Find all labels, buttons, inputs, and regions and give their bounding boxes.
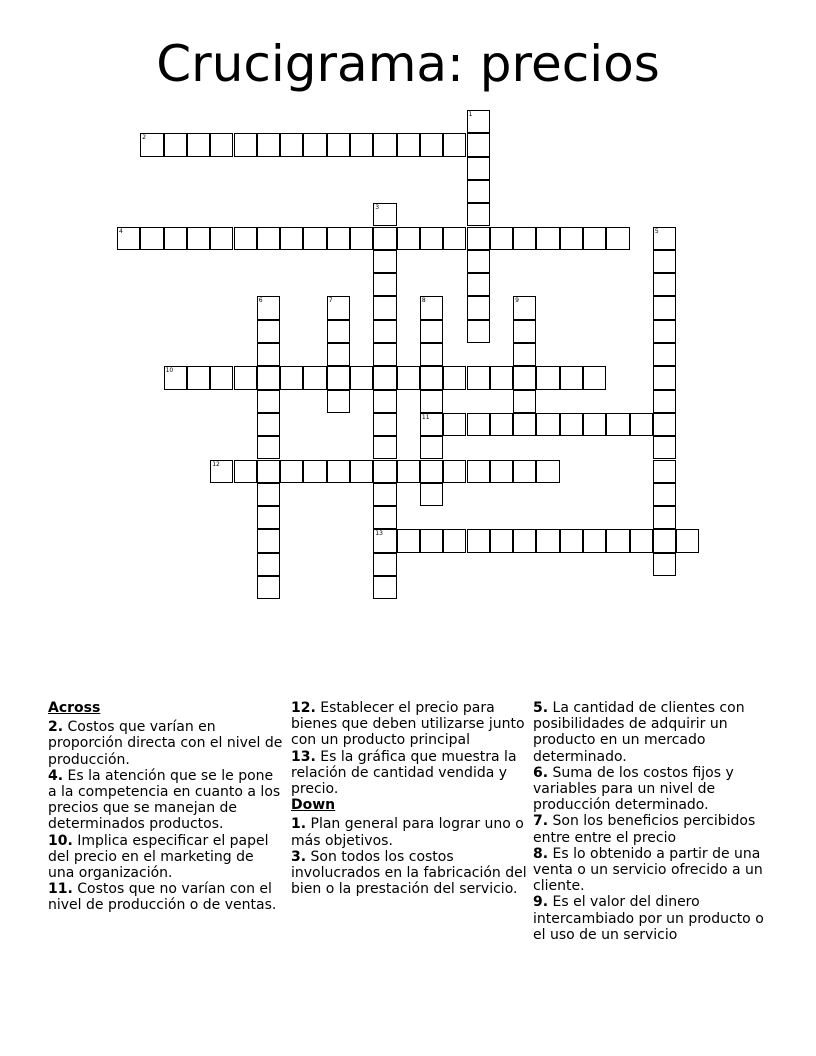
grid-cell[interactable] bbox=[234, 227, 257, 250]
grid-cell[interactable] bbox=[420, 366, 443, 389]
grid-cell[interactable] bbox=[513, 296, 536, 319]
grid-cell[interactable] bbox=[257, 227, 280, 250]
grid-cell[interactable] bbox=[513, 227, 536, 250]
down-heading: Down bbox=[291, 797, 336, 814]
clue-across-4 bbox=[48, 768, 284, 833]
grid-cell[interactable] bbox=[443, 413, 466, 436]
grid-cell[interactable] bbox=[583, 529, 606, 552]
clue-column-1 bbox=[48, 700, 284, 914]
grid-cell[interactable] bbox=[373, 413, 396, 436]
grid-cell[interactable] bbox=[164, 227, 187, 250]
grid-cell[interactable] bbox=[210, 133, 233, 156]
grid-cell[interactable] bbox=[420, 483, 443, 506]
grid-cell[interactable] bbox=[373, 203, 396, 226]
clue-number-label: 8 bbox=[421, 297, 426, 305]
grid-cell[interactable] bbox=[117, 227, 140, 250]
clue-text: Costos que varían en proporción directa con el nivel de producción. bbox=[48, 719, 283, 768]
clue-text: Costos que no varían con el nivel de producción o de ventas. bbox=[48, 881, 277, 914]
grid-cell[interactable] bbox=[513, 413, 536, 436]
grid-cell[interactable] bbox=[420, 296, 443, 319]
grid-cell[interactable] bbox=[397, 366, 420, 389]
grid-cell[interactable] bbox=[373, 390, 396, 413]
clue-number-label: 1 bbox=[468, 111, 473, 118]
grid-cell[interactable] bbox=[350, 227, 373, 250]
clue-number: 5. bbox=[533, 700, 549, 716]
grid-cell[interactable] bbox=[467, 529, 490, 552]
grid-cell[interactable] bbox=[536, 366, 559, 389]
grid-cell[interactable] bbox=[257, 320, 280, 343]
grid-cell[interactable] bbox=[373, 273, 396, 296]
grid-cell[interactable] bbox=[327, 366, 350, 389]
grid-cell[interactable] bbox=[653, 227, 676, 250]
grid-cell[interactable] bbox=[676, 529, 699, 552]
grid-cell[interactable] bbox=[653, 529, 676, 552]
grid-cell[interactable] bbox=[583, 227, 606, 250]
clue-number: 12. bbox=[291, 700, 316, 716]
clue-text: Implica especificar el papel del precio en el marketing de una organización. bbox=[48, 832, 269, 882]
clue-number: 6. bbox=[533, 764, 549, 781]
grid-cell[interactable] bbox=[443, 529, 466, 552]
grid-cell[interactable] bbox=[280, 227, 303, 250]
grid-cell[interactable] bbox=[140, 227, 163, 250]
grid-cell[interactable] bbox=[327, 227, 350, 250]
clue-text: Son todos los costos involucrados en la fabricación del bien o la prestación del servicio. bbox=[291, 848, 527, 898]
grid-cell[interactable] bbox=[373, 436, 396, 459]
grid-cell[interactable] bbox=[467, 157, 490, 180]
clue-number: 2. bbox=[48, 719, 64, 736]
grid-cell[interactable] bbox=[653, 413, 676, 436]
clue-down-7 bbox=[533, 813, 773, 845]
clue-number-label: 3 bbox=[375, 204, 380, 212]
grid-cell[interactable] bbox=[350, 366, 373, 389]
grid-cell[interactable] bbox=[583, 413, 606, 436]
grid-cell[interactable] bbox=[513, 343, 536, 366]
grid-cell[interactable] bbox=[280, 366, 303, 389]
grid-cell[interactable] bbox=[187, 366, 210, 389]
grid-cell[interactable] bbox=[420, 390, 443, 413]
grid-cell[interactable] bbox=[490, 529, 513, 552]
grid-cell[interactable] bbox=[467, 413, 490, 436]
grid-cell[interactable] bbox=[373, 343, 396, 366]
grid-cell[interactable] bbox=[257, 506, 280, 529]
grid-cell[interactable] bbox=[606, 227, 629, 250]
grid-cell[interactable] bbox=[630, 413, 653, 436]
clue-down-6 bbox=[533, 765, 773, 814]
across-heading: Across bbox=[48, 700, 101, 716]
grid-cell[interactable] bbox=[420, 133, 443, 156]
clue-column-2 bbox=[291, 700, 527, 897]
grid-cell[interactable] bbox=[397, 460, 420, 483]
clue-down-1 bbox=[291, 816, 527, 848]
grid-cell[interactable] bbox=[373, 250, 396, 273]
grid-cell[interactable] bbox=[653, 483, 676, 506]
grid-cell[interactable] bbox=[280, 133, 303, 156]
clue-text: Es la atención que se le pone a la competencia en cuanto a los precios que se manejan de determinados productos. bbox=[48, 767, 281, 833]
grid-cell[interactable] bbox=[257, 576, 280, 599]
clue-number: 3. bbox=[291, 848, 307, 865]
grid-cell[interactable] bbox=[513, 320, 536, 343]
grid-cell[interactable] bbox=[373, 296, 396, 319]
clue-text: Establecer el precio para bienes que deben utilizarse junto con un producto principal bbox=[291, 700, 525, 749]
clue-number-label: 11 bbox=[421, 413, 430, 421]
grid-cell[interactable] bbox=[257, 296, 280, 319]
grid-cell[interactable] bbox=[140, 133, 163, 156]
clue-number-label: 7 bbox=[328, 297, 333, 305]
grid-cell[interactable] bbox=[350, 460, 373, 483]
grid-cell[interactable] bbox=[327, 390, 350, 413]
grid-cell[interactable] bbox=[467, 180, 490, 203]
grid-cell[interactable] bbox=[373, 320, 396, 343]
grid-cell[interactable] bbox=[257, 483, 280, 506]
grid-cell[interactable] bbox=[513, 366, 536, 389]
grid-cell[interactable] bbox=[420, 227, 443, 250]
grid-cell[interactable] bbox=[536, 460, 559, 483]
grid-cell[interactable] bbox=[606, 529, 629, 552]
clue-number: 8. bbox=[533, 845, 549, 862]
grid-cell[interactable] bbox=[373, 227, 396, 250]
grid-cell[interactable] bbox=[467, 250, 490, 273]
grid-cell[interactable] bbox=[397, 227, 420, 250]
clue-text: Suma de los costos fijos y variables para un nivel de producción determinado. bbox=[533, 764, 734, 814]
clue-number: 4. bbox=[48, 767, 64, 784]
clue-number-label: 10 bbox=[165, 367, 174, 375]
clue-number: 9. bbox=[533, 894, 549, 911]
grid-cell[interactable] bbox=[536, 529, 559, 552]
grid-cell[interactable] bbox=[653, 553, 676, 576]
grid-cell[interactable] bbox=[327, 320, 350, 343]
grid-cell[interactable] bbox=[327, 133, 350, 156]
grid-cell[interactable] bbox=[490, 413, 513, 436]
clue-across-2 bbox=[48, 719, 284, 768]
grid-cell[interactable] bbox=[257, 343, 280, 366]
grid-cell[interactable] bbox=[420, 460, 443, 483]
grid-cell[interactable] bbox=[467, 273, 490, 296]
grid-cell[interactable] bbox=[443, 227, 466, 250]
grid-cell[interactable] bbox=[653, 460, 676, 483]
grid-cell[interactable] bbox=[303, 227, 326, 250]
grid-cell[interactable] bbox=[560, 366, 583, 389]
clue-text: Son los beneficios percibidos entre entre el precio bbox=[533, 813, 756, 846]
grid-cell[interactable] bbox=[257, 413, 280, 436]
grid-cell[interactable] bbox=[630, 529, 653, 552]
clue-number: 7. bbox=[533, 813, 549, 830]
grid-cell[interactable] bbox=[467, 203, 490, 226]
grid-cell[interactable] bbox=[373, 553, 396, 576]
clue-text: Es el valor del dinero intercambiado por un producto o el uso de un servicio bbox=[533, 894, 764, 943]
clue-number: 11. bbox=[48, 881, 73, 898]
clue-down-8 bbox=[533, 846, 773, 895]
grid-cell[interactable] bbox=[257, 553, 280, 576]
grid-cell[interactable] bbox=[373, 460, 396, 483]
clue-text: Es la gráfica que muestra la relación de cantidad vendida y precio. bbox=[291, 748, 517, 798]
clue-text: La cantidad de clientes con posibilidades de adquirir un producto en un mercado determinado. bbox=[533, 700, 745, 765]
clue-number-label: 5 bbox=[654, 227, 659, 235]
grid-cell[interactable] bbox=[653, 273, 676, 296]
grid-cell[interactable] bbox=[653, 366, 676, 389]
grid-cell[interactable] bbox=[560, 227, 583, 250]
grid-cell[interactable] bbox=[490, 366, 513, 389]
clue-text: Es lo obtenido a partir de una venta o un servicio ofrecido a un cliente. bbox=[533, 845, 763, 895]
grid-cell[interactable] bbox=[420, 413, 443, 436]
clue-number-label: 2 bbox=[142, 134, 147, 142]
grid-cell[interactable] bbox=[653, 250, 676, 273]
grid-cell[interactable] bbox=[653, 506, 676, 529]
grid-cell[interactable] bbox=[257, 390, 280, 413]
grid-cell[interactable] bbox=[234, 366, 257, 389]
clue-across-13 bbox=[291, 749, 527, 798]
grid-cell[interactable] bbox=[560, 413, 583, 436]
grid-cell[interactable] bbox=[257, 529, 280, 552]
grid-cell[interactable] bbox=[420, 343, 443, 366]
grid-cell[interactable] bbox=[536, 227, 559, 250]
grid-cell[interactable] bbox=[164, 133, 187, 156]
grid-cell[interactable] bbox=[210, 460, 233, 483]
clue-across-12 bbox=[291, 700, 527, 749]
clue-number-label: 4 bbox=[119, 227, 123, 235]
grid-cell[interactable] bbox=[327, 343, 350, 366]
grid-cell[interactable] bbox=[653, 320, 676, 343]
page-title: Crucigrama: precios bbox=[156, 35, 660, 93]
grid-cell[interactable] bbox=[490, 460, 513, 483]
grid-cell[interactable] bbox=[257, 366, 280, 389]
grid-cell[interactable] bbox=[234, 133, 257, 156]
grid-cell[interactable] bbox=[373, 133, 396, 156]
grid-cell[interactable] bbox=[373, 529, 396, 552]
clue-number-label: 6 bbox=[258, 297, 263, 305]
grid-cell[interactable] bbox=[420, 320, 443, 343]
grid-cell[interactable] bbox=[653, 390, 676, 413]
grid-cell[interactable] bbox=[467, 296, 490, 319]
grid-cell[interactable] bbox=[164, 366, 187, 389]
grid-cell[interactable] bbox=[210, 227, 233, 250]
clue-down-9 bbox=[533, 894, 773, 943]
grid-cell[interactable] bbox=[373, 483, 396, 506]
grid-cell[interactable] bbox=[420, 436, 443, 459]
clue-column-3 bbox=[533, 700, 773, 943]
clue-number: 1. bbox=[291, 816, 307, 833]
grid-cell[interactable] bbox=[536, 413, 559, 436]
grid-cell[interactable] bbox=[467, 320, 490, 343]
grid-cell[interactable] bbox=[490, 227, 513, 250]
grid-cell[interactable] bbox=[187, 133, 210, 156]
grid-cell[interactable] bbox=[397, 133, 420, 156]
grid-cell[interactable] bbox=[467, 110, 490, 133]
grid-cell[interactable] bbox=[210, 366, 233, 389]
clue-number-label: 12 bbox=[212, 460, 220, 468]
clue-text: Plan general para lograr uno o más objetivos. bbox=[291, 816, 524, 849]
grid-cell[interactable] bbox=[583, 366, 606, 389]
grid-cell[interactable] bbox=[303, 366, 326, 389]
grid-cell[interactable] bbox=[560, 529, 583, 552]
grid-cell[interactable] bbox=[653, 296, 676, 319]
grid-cell[interactable] bbox=[303, 133, 326, 156]
clue-number: 13. bbox=[291, 748, 316, 765]
grid-cell[interactable] bbox=[280, 460, 303, 483]
grid-cell[interactable] bbox=[467, 460, 490, 483]
grid-cell[interactable] bbox=[513, 390, 536, 413]
grid-cell[interactable] bbox=[443, 460, 466, 483]
grid-cell[interactable] bbox=[327, 460, 350, 483]
grid-cell[interactable] bbox=[373, 506, 396, 529]
grid-cell[interactable] bbox=[420, 529, 443, 552]
grid-cell[interactable] bbox=[443, 366, 466, 389]
grid-cell[interactable] bbox=[350, 133, 373, 156]
clue-number-label: 9 bbox=[515, 297, 519, 305]
grid-cell[interactable] bbox=[234, 460, 257, 483]
grid-cell[interactable] bbox=[397, 529, 420, 552]
grid-cell[interactable] bbox=[257, 133, 280, 156]
clue-number: 10. bbox=[48, 832, 73, 849]
grid-cell[interactable] bbox=[257, 460, 280, 483]
grid-cell[interactable] bbox=[257, 436, 280, 459]
clue-down-5 bbox=[533, 700, 773, 765]
grid-cell[interactable] bbox=[467, 133, 490, 156]
clue-across-11 bbox=[48, 881, 284, 913]
grid-cell[interactable] bbox=[443, 133, 466, 156]
grid-cell[interactable] bbox=[373, 576, 396, 599]
grid-cell[interactable] bbox=[653, 436, 676, 459]
grid-cell[interactable] bbox=[513, 460, 536, 483]
grid-cell[interactable] bbox=[303, 460, 326, 483]
grid-cell[interactable] bbox=[187, 227, 210, 250]
grid-cell[interactable] bbox=[606, 413, 629, 436]
grid-cell[interactable] bbox=[653, 343, 676, 366]
grid-cell[interactable] bbox=[513, 529, 536, 552]
clue-across-10 bbox=[48, 833, 284, 882]
grid-cell[interactable] bbox=[327, 296, 350, 319]
clue-down-3 bbox=[291, 849, 527, 898]
clue-number-label: 13 bbox=[375, 530, 383, 538]
grid-cell[interactable] bbox=[467, 366, 490, 389]
grid-cell[interactable] bbox=[467, 227, 490, 250]
grid-cell[interactable] bbox=[373, 366, 396, 389]
